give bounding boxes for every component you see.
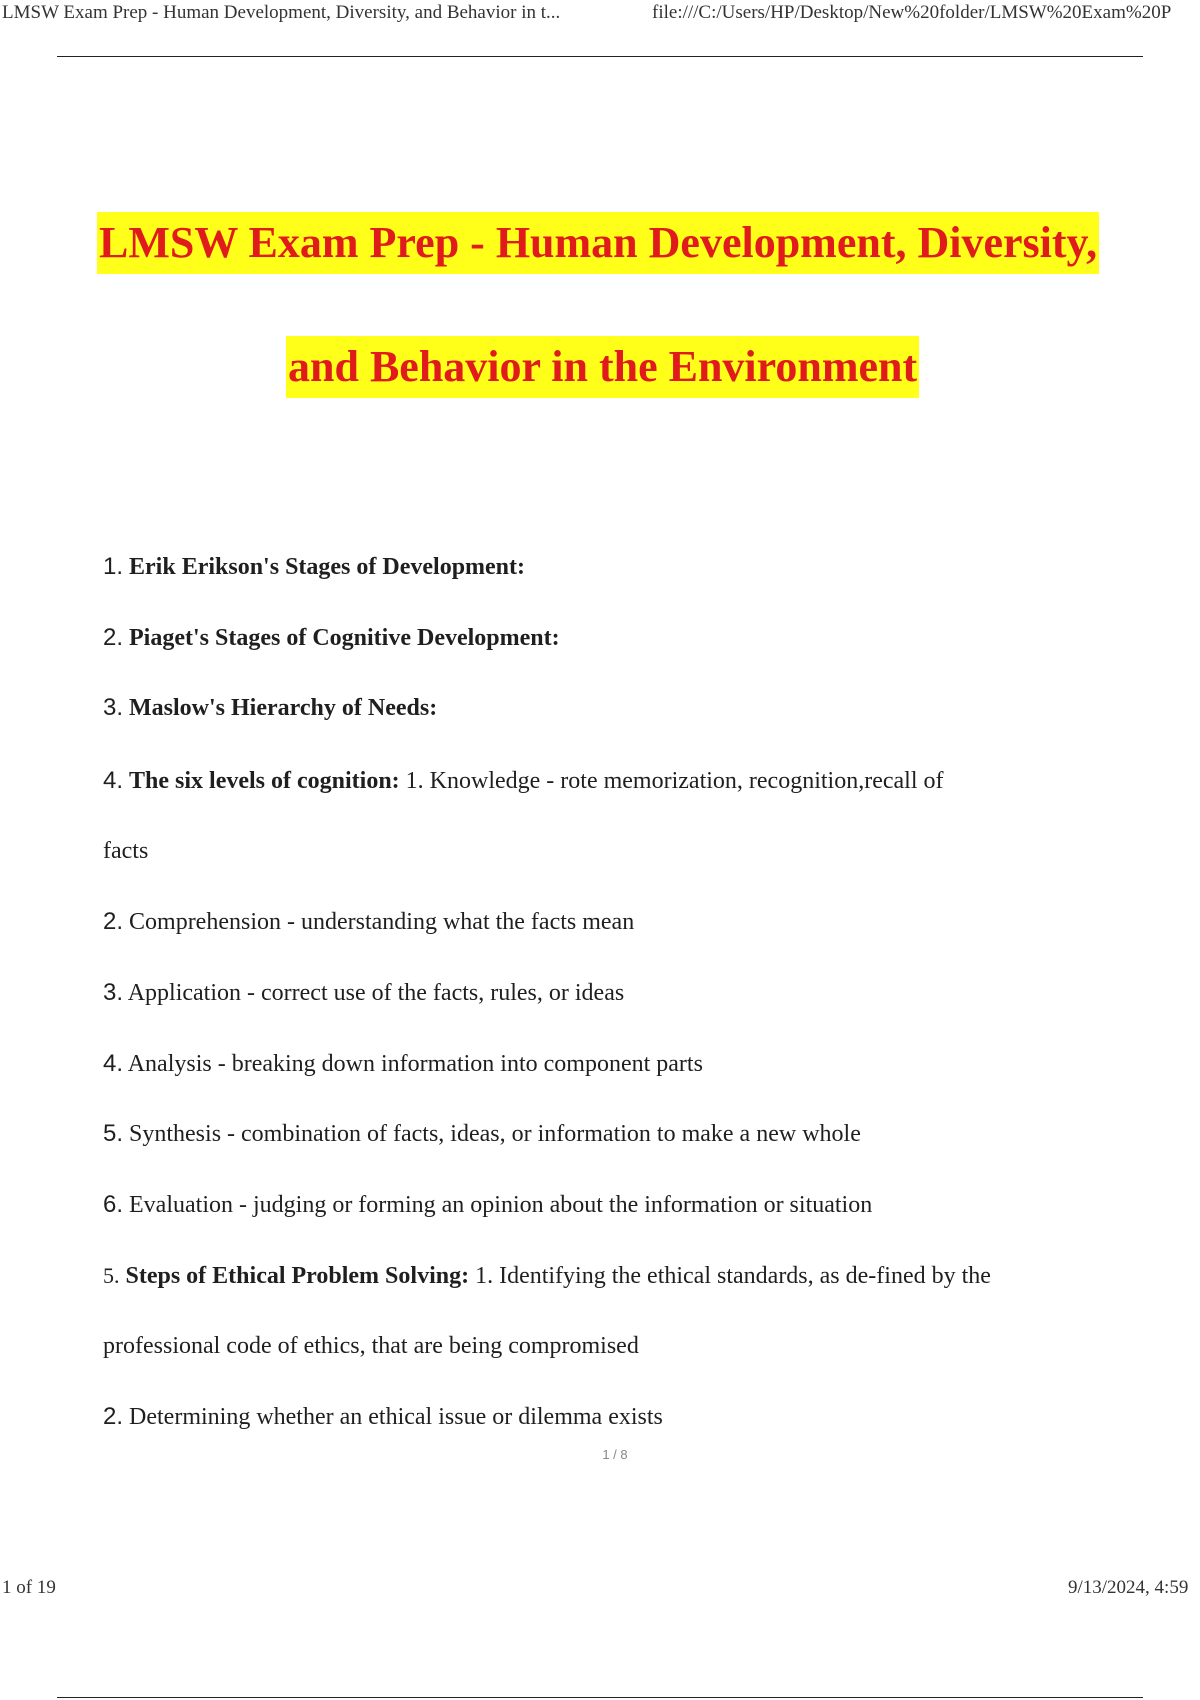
item-text: facts xyxy=(103,838,149,864)
item-number: 1. xyxy=(103,553,124,580)
item-heading: Piaget's Stages of Cognitive Development: xyxy=(129,625,560,651)
item-number: 5. xyxy=(103,1263,120,1288)
list-item xyxy=(103,692,437,724)
list-item xyxy=(103,1401,663,1433)
item-text: Analysis - breaking down information into component parts xyxy=(127,1051,703,1077)
list-item xyxy=(103,551,525,583)
print-header-path: file:///C:/Users/HP/Desktop/New%20folder/LMSW%20Exam%20P xyxy=(652,2,1172,23)
item-text: 1. Identifying the ethical standards, as de-fined by the xyxy=(475,1263,991,1289)
item-number: 3. xyxy=(103,694,124,721)
list-item xyxy=(103,1118,861,1150)
item-text: Determining whether an ethical issue or dilemma exists xyxy=(129,1404,663,1430)
document-title-line-1: LMSW Exam Prep - Human Development, Diversity, xyxy=(97,212,1099,274)
list-item xyxy=(103,765,943,797)
item-number: 4. xyxy=(103,767,124,794)
list-item xyxy=(103,622,560,654)
list-item-continuation xyxy=(103,1330,639,1362)
item-heading: The six levels of cognition: xyxy=(129,768,400,794)
list-item xyxy=(103,977,624,1009)
item-text: professional code of ethics, that are being compromised xyxy=(103,1333,639,1359)
item-text: Evaluation - judging or forming an opinion about the information or situation xyxy=(129,1192,873,1218)
document-title-line-2: and Behavior in the Environment xyxy=(286,336,919,398)
print-header-title: LMSW Exam Prep - Human Development, Diversity, and Behavior in t... xyxy=(2,2,561,23)
item-heading: Maslow's Hierarchy of Needs: xyxy=(129,695,438,721)
item-text: Application - correct use of the facts, rules, or ideas xyxy=(127,980,625,1006)
item-number: 2. xyxy=(103,624,124,651)
list-item xyxy=(103,1048,703,1080)
header-divider xyxy=(57,56,1143,57)
item-number: 6. xyxy=(103,1191,124,1218)
item-heading: Steps of Ethical Problem Solving: xyxy=(125,1263,470,1289)
list-item-continuation xyxy=(103,835,148,867)
print-header xyxy=(0,0,1200,28)
print-footer-page-count: 1 of 19 xyxy=(2,1577,56,1598)
item-text: 1. Knowledge - rote memorization, recognition,recall of xyxy=(405,768,944,794)
page-indicator: 1 / 8 xyxy=(602,1447,628,1462)
list-item xyxy=(103,1189,872,1221)
list-item xyxy=(103,906,634,938)
item-heading: Erik Erikson's Stages of Development: xyxy=(129,554,526,580)
footer-divider xyxy=(57,1697,1143,1698)
item-number: 2. xyxy=(103,1403,124,1430)
item-number: 5. xyxy=(103,1120,124,1147)
item-number: 2. xyxy=(103,908,124,935)
item-text: Synthesis - combination of facts, ideas, or information to make a new whole xyxy=(129,1121,861,1147)
item-text: Comprehension - understanding what the facts mean xyxy=(129,909,635,935)
item-number: 4. xyxy=(103,1050,124,1077)
item-number: 3. xyxy=(103,979,124,1006)
print-footer-timestamp: 9/13/2024, 4:59 xyxy=(1068,1577,1189,1598)
list-item xyxy=(103,1260,991,1292)
